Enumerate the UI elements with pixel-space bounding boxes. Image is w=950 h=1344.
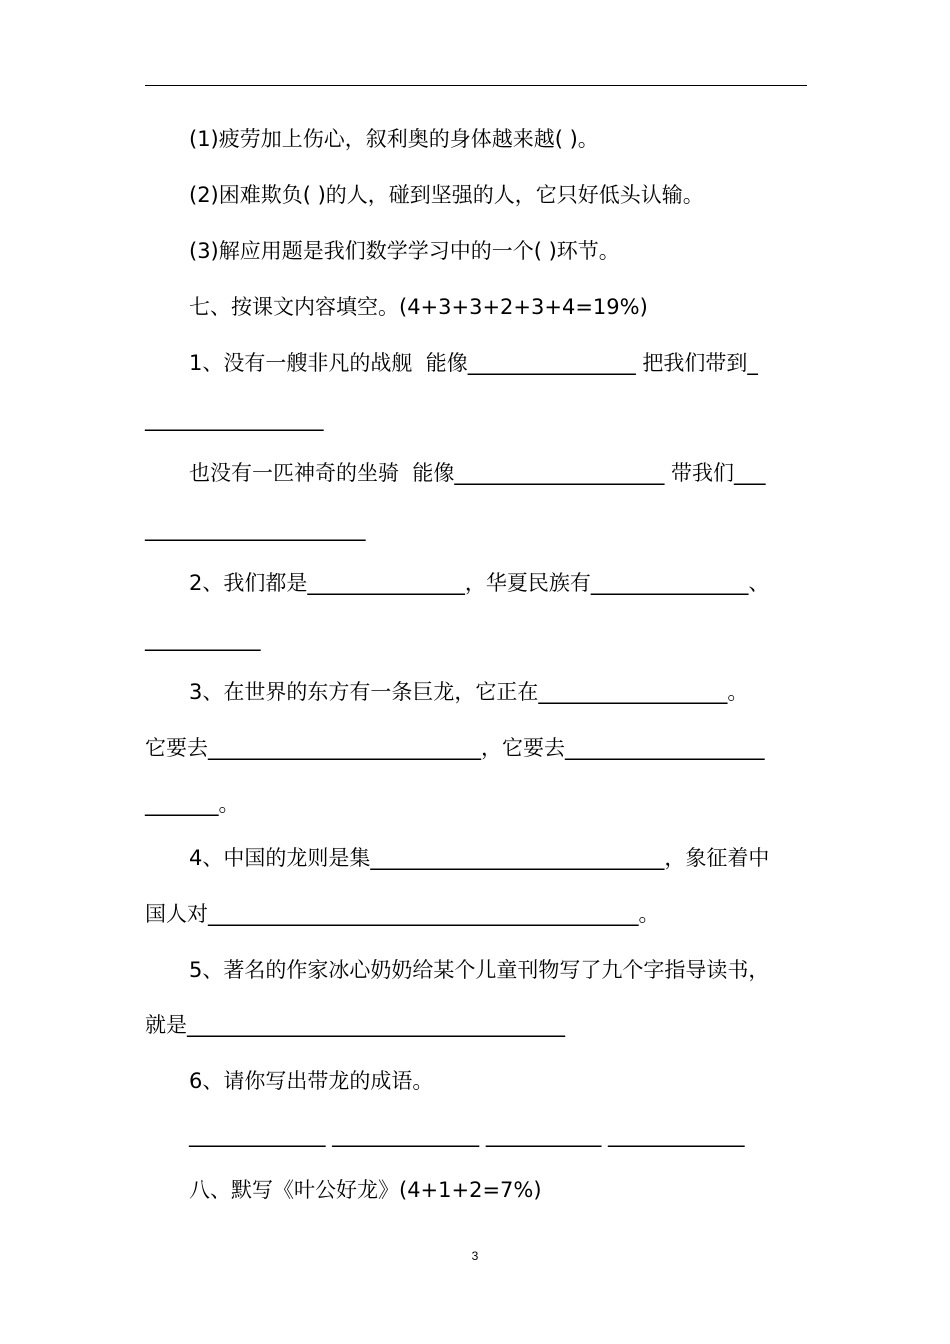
question-2-line-1: 2、我们都是_______________，华夏民族有_______________、: [189, 571, 770, 595]
question-6-blanks: _____________ ______________ ___________ _____________: [189, 1123, 745, 1147]
page-number: 3: [471, 1249, 479, 1263]
text-line-2: (2)困难欺负( )的人，碰到坚强的人，它只好低头认输。: [189, 183, 704, 207]
question-3-line-2: 它要去__________________________，它要去___________________: [145, 736, 765, 760]
question-3-line-1: 3、在世界的东方有一条巨龙，它正在__________________。: [189, 680, 749, 704]
question-1-line-3: 也没有一匹神奇的坐骑 能像____________________ 带我们___: [189, 461, 766, 485]
text-line-1: (1)疲劳加上伤心，叙利奥的身体越来越( )。: [189, 127, 599, 151]
question-2-line-2: ___________: [145, 627, 261, 651]
section-heading-8: 八、默写《叶公好龙》(4+1+2=7%): [189, 1178, 542, 1202]
question-4-line-2: 国人对_________________________________________。: [145, 902, 660, 926]
text-line-3: (3)解应用题是我们数学学习中的一个( )环节。: [189, 239, 620, 263]
top-rule: [145, 85, 807, 86]
question-5-line-2: 就是____________________________________: [145, 1013, 565, 1037]
question-4-line-1: 4、中国的龙则是集____________________________，象征着中: [189, 846, 770, 870]
question-1-line-2: _________________: [145, 407, 324, 431]
question-5-line-1: 5、著名的作家冰心奶奶给某个儿童刊物写了九个字指导读书，: [189, 958, 770, 982]
question-1-line-1: 1、没有一艘非凡的战舰 能像________________ 把我们带到_: [189, 351, 758, 375]
question-6-line-1: 6、请你写出带龙的成语。: [189, 1069, 434, 1093]
section-heading-7: 七、按课文内容填空。(4+3+3+2+3+4=19%): [189, 295, 648, 319]
question-3-line-3: _______。: [145, 792, 240, 816]
question-1-line-4: _____________________: [145, 517, 366, 541]
